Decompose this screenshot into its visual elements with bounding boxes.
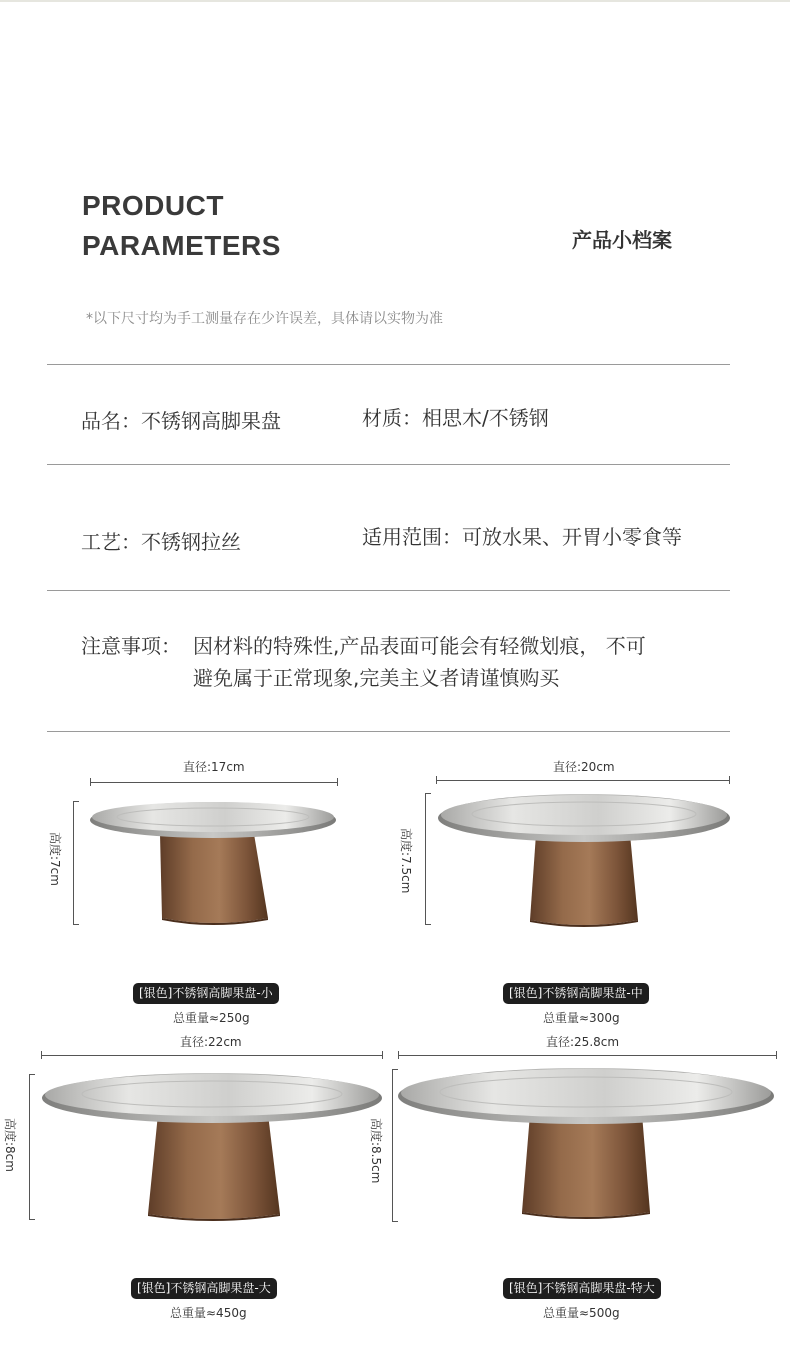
product-label: [银色]不锈钢高脚果盘-大 — [131, 1278, 277, 1299]
notice-line-2: 避免属于正常现象,完美主义者请谨慎购买 — [193, 666, 560, 690]
height-line — [425, 793, 426, 925]
title-line-2: PARAMETERS — [82, 230, 281, 261]
diameter-line — [41, 1055, 383, 1056]
product-weight: 总重量≈500g — [543, 1306, 620, 1320]
height-label: 高度:7.5cm — [399, 828, 413, 894]
height-line — [29, 1074, 30, 1220]
diameter-line — [436, 780, 730, 781]
height-label: 高度:8.5cm — [369, 1118, 383, 1184]
diameter-line — [90, 782, 338, 783]
page-title-en — [82, 186, 281, 266]
measurement-note: *以下尺寸均为手工测量存在少许误差，具体请以实物为准 — [86, 311, 443, 327]
param-usage: 适用范围：可放水果、开胃小零食等 — [362, 525, 682, 549]
divider — [47, 364, 730, 365]
param-craft: 工艺：不锈钢拉丝 — [81, 530, 241, 554]
product-weight: 总重量≈250g — [173, 1011, 250, 1025]
product-weight: 总重量≈450g — [170, 1306, 247, 1320]
height-line — [73, 801, 74, 925]
fruit-plate-large-image — [40, 1068, 384, 1224]
page-title-cn: 产品小档案 — [572, 228, 672, 252]
product-label: [银色]不锈钢高脚果盘-特大 — [503, 1278, 661, 1299]
notice-line-1: 因材料的特殊性,产品表面可能会有轻微划痕， 不可 — [193, 634, 646, 658]
fruit-plate-medium-image — [436, 790, 732, 930]
title-line-1: PRODUCT — [82, 190, 224, 221]
diameter-label: 直径:20cm — [553, 760, 615, 774]
product-label: [银色]不锈钢高脚果盘-小 — [133, 983, 279, 1004]
height-line — [392, 1069, 393, 1222]
top-divider — [0, 0, 790, 2]
height-label: 高度:7cm — [48, 832, 62, 886]
diameter-label: 直径:17cm — [183, 760, 245, 774]
diameter-line — [398, 1055, 777, 1056]
notice-label: 注意事项： — [81, 634, 181, 658]
divider — [47, 731, 730, 732]
param-material: 材质：相思木/不锈钢 — [362, 406, 549, 430]
param-name: 品名：不锈钢高脚果盘 — [81, 409, 281, 433]
diameter-label: 直径:22cm — [180, 1035, 242, 1049]
diameter-label: 直径:25.8cm — [546, 1035, 620, 1049]
fruit-plate-small-image — [88, 798, 342, 930]
height-label: 高度:8cm — [3, 1118, 17, 1172]
divider — [47, 590, 730, 591]
divider — [47, 464, 730, 465]
fruit-plate-extra-large-image — [396, 1064, 778, 1224]
product-label: [银色]不锈钢高脚果盘-中 — [503, 983, 649, 1004]
product-weight: 总重量≈300g — [543, 1011, 620, 1025]
